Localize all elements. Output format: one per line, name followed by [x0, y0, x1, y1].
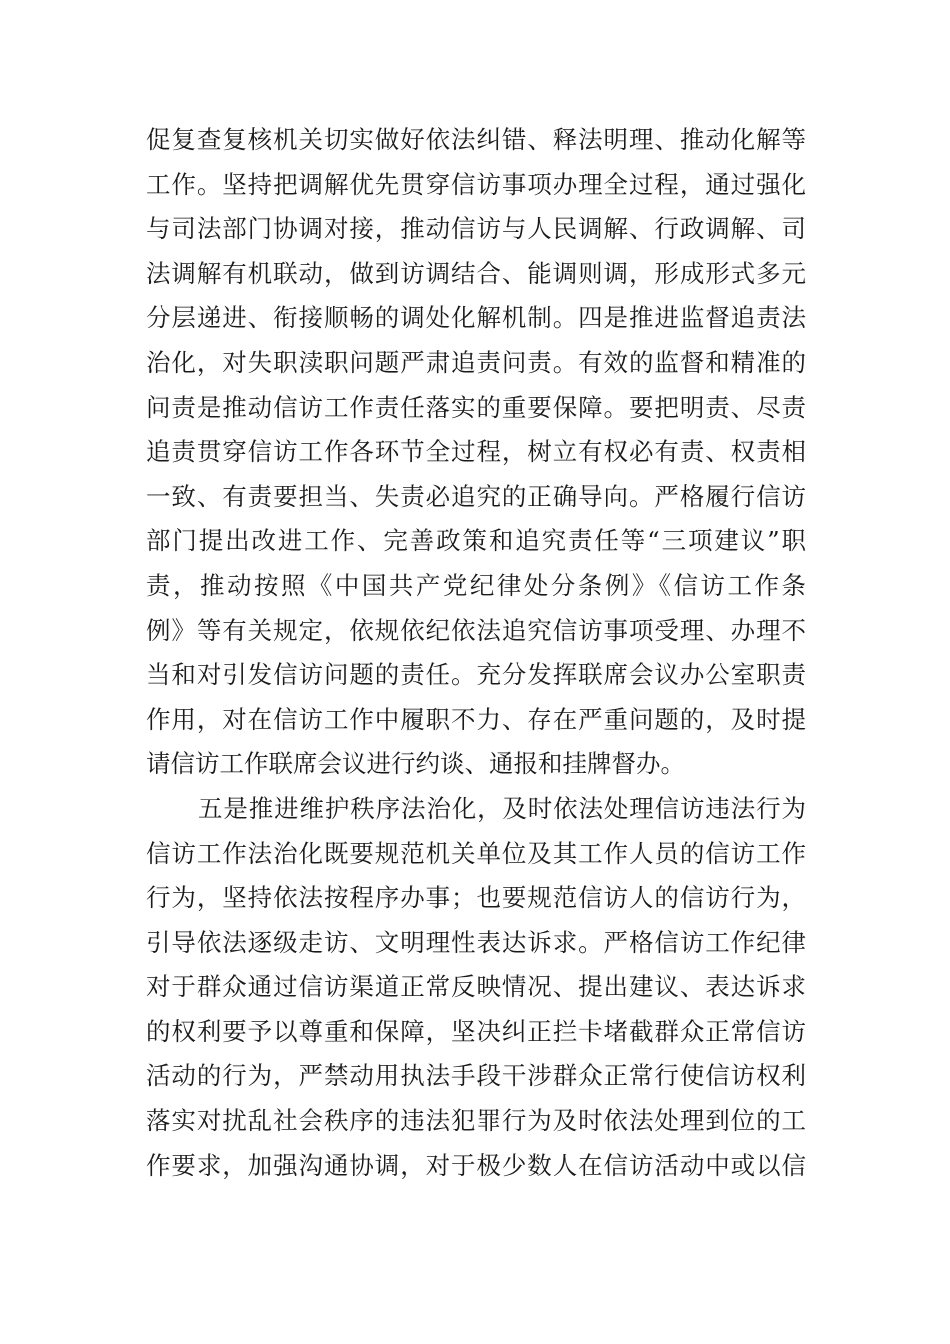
text-line: 作要求，加强沟通协调，对于极少数人在信访活动中或以信 — [146, 1150, 806, 1180]
text-line: 工作。坚持把调解优先贯穿信访事项办理全过程，通过强化 — [146, 169, 806, 199]
text-line: 一致、有责要担当、失责必追究的正确导向。严格履行信访 — [146, 481, 806, 511]
text-line: 的权利要予以尊重和保障，坚决纠正拦卡堵截群众正常信访 — [146, 1016, 806, 1046]
text-line: 落实对扰乱社会秩序的违法犯罪行为及时依法处理到位的工 — [146, 1106, 806, 1136]
text-line: 例》等有关规定，依规依纪依法追究信访事项受理、办理不 — [146, 615, 806, 645]
text-line: 问责是推动信访工作责任落实的重要保障。要把明责、尽责 — [146, 392, 806, 422]
text-line: 活动的行为，严禁动用执法手段干涉群众正常行使信访权利 — [146, 1061, 806, 1091]
text-line: 法调解有机联动，做到访调结合、能调则调，形成形式多元 — [146, 258, 806, 288]
text-line: 责，推动按照《中国共产党纪律处分条例》《信访工作条 — [146, 570, 806, 600]
text-line: 追责贯穿信访工作各环节全过程，树立有权必有责、权责相 — [146, 437, 806, 467]
text-line: 与司法部门协调对接，推动信访与人民调解、行政调解、司 — [146, 214, 806, 244]
text-line: 治化，对失职渎职问题严肃追责问责。有效的监督和精准的 — [146, 347, 806, 377]
text-line: 请信访工作联席会议进行约谈、通报和挂牌督办。 — [146, 749, 685, 779]
text-line: 对于群众通过信访渠道正常反映情况、提出建议、表达诉求 — [146, 972, 806, 1002]
text-line: 促复查复核机关切实做好依法纠错、释法明理、推动化解等 — [146, 125, 806, 154]
text-line: 作用，对在信访工作中履职不力、存在严重问题的，及时提 — [146, 704, 806, 734]
text-line: 行为，坚持依法按程序办事；也要规范信访人的信访行为， — [146, 883, 806, 913]
text-line: 引导依法逐级走访、文明理性表达诉求。严格信访工作纪律 — [146, 927, 806, 957]
text-line: 部门提出改进工作、完善政策和追究责任等“三项建议”职 — [146, 526, 806, 556]
body-text — [146, 118, 806, 1188]
paragraph-heading-line: 五是推进维护秩序法治化，及时依法处理信访违法行为 — [198, 793, 806, 823]
text-line: 信访工作法治化既要规范机关单位及其工作人员的信访工作 — [146, 838, 806, 868]
text-line: 当和对引发信访问题的责任。充分发挥联席会议办公室职责 — [146, 660, 806, 690]
text-line: 分层递进、衔接顺畅的调处化解机制。四是推进监督追责法 — [146, 303, 806, 333]
